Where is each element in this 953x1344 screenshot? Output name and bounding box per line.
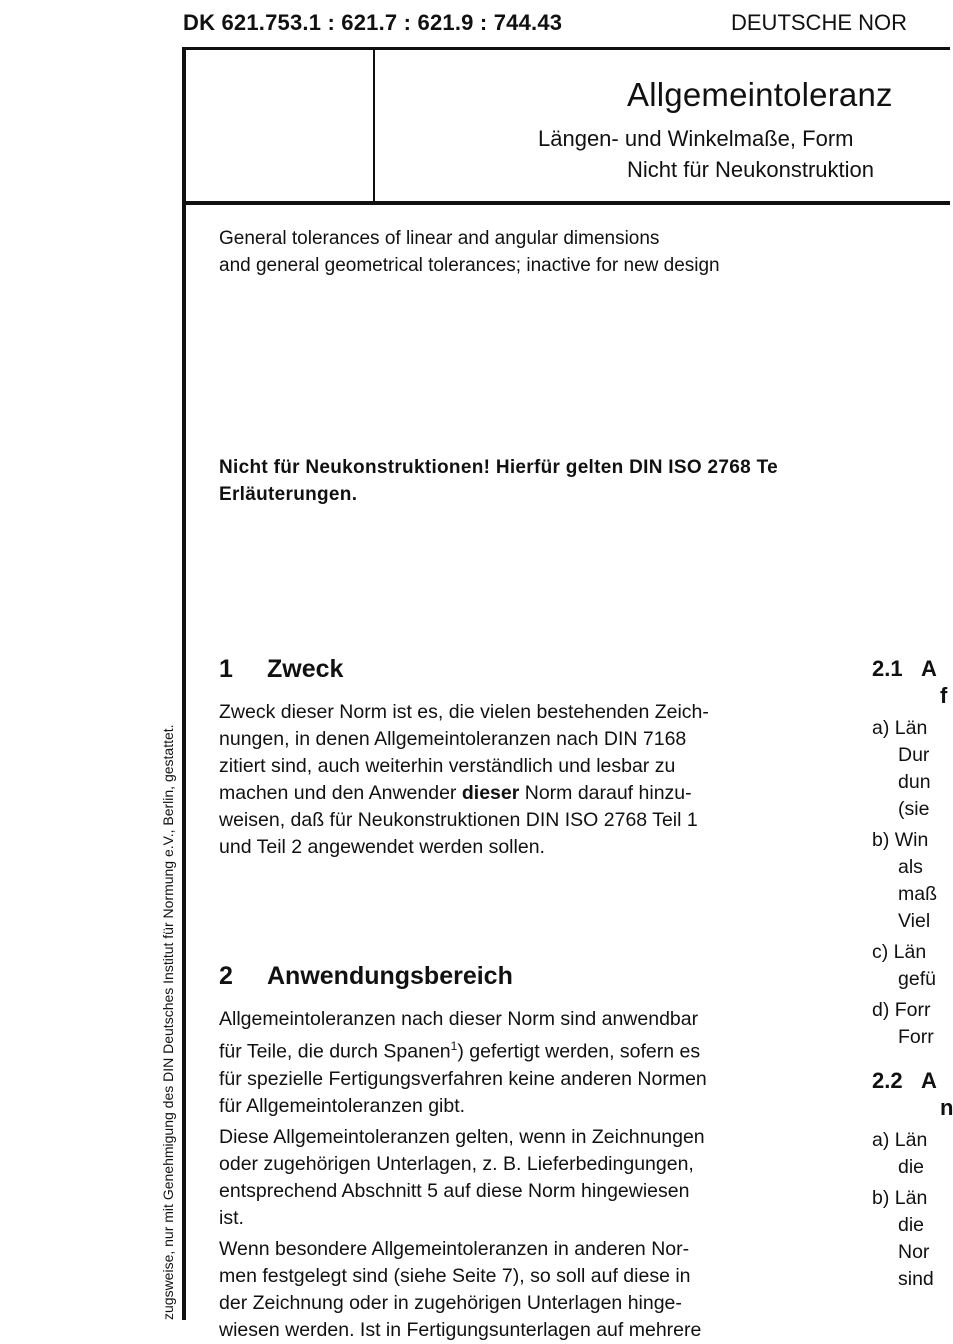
paragraph-line: und Teil 2 angewendet werden sollen. [219,836,545,858]
right-column [872,655,953,1293]
section-heading [219,655,839,684]
list-item: c) Län [872,941,927,963]
dk-classification: DK 621.753.1 : 621.7 : 621.9 : 744.43 [183,10,563,35]
paragraph-line: Diese Allgemeintoleranzen gelten, wenn in Zeichnungen [219,1125,705,1148]
notice-line: Erläuterungen. [219,484,358,505]
paragraph-line: Allgemeintoleranzen nach dieser Norm sind anwendbar [219,1008,699,1030]
list-item-cont: die [898,1214,925,1236]
notice-line: Nicht für Neukonstruktionen! Hierfür gelten DIN ISO 2768 Te [219,457,778,478]
section-title: Zweck [267,655,344,683]
header-divider [373,47,375,203]
list-item-cont: Dur [898,744,930,766]
paragraph-line: wiesen werden. Ist in Fertigungsunterlagen auf mehrere [219,1318,702,1341]
left-margin-rule [182,47,186,1320]
list-item-cont: Forr [898,1026,934,1048]
document-title: Allgemeintoleranz [627,76,893,113]
list-item-cont: die [898,1156,925,1178]
list-item: b) Län [872,1187,928,1209]
english-title [219,225,720,279]
document-subtitle-note: Nicht für Neukonstruktion [627,157,874,182]
section-number: 1 [219,655,233,683]
paragraph-line: für Allgemeintoleranzen gibt. [219,1094,466,1117]
section-zweck-body [219,699,839,861]
copyright-sidebar: zugsweise, nur mit Genehmigung des DIN Deutsches Institut für Normung e.V., Berlin, gestattet. [160,724,176,1320]
list-item-cont: als [898,856,923,878]
list-item-cont: Nor [898,1241,930,1263]
paragraph-line: zitiert sind, auch weiterhin verständlich und lesbar zu [219,755,676,777]
section-title: Anwendungsbereich [267,962,513,990]
paragraph-line: oder zugehörigen Unterlagen, z. B. Lieferbedingungen, [219,1152,694,1175]
document-subtitle: Längen- und Winkelmaße, Form [538,126,854,151]
section-number: 2 [219,962,233,990]
header-top-rule [182,47,950,50]
footnote-marker: 1 [450,1039,458,1053]
paragraph-line: weisen, daß für Neukonstruktionen DIN ISO 2768 Teil 1 [219,809,698,831]
section-anwendungsbereich-body [219,1006,839,1344]
emphasis-text: dieser [461,782,520,804]
subsection-heading: 2.2 A [872,1068,937,1093]
list-item-cont: (sie [898,798,930,820]
paragraph-line: men festgelegt sind (siehe Seite 7), so soll auf diese in [219,1264,691,1287]
paragraph-line: nungen, in denen Allgemeintoleranzen nach DIN 7168 [219,728,687,750]
deutsche-norm-label: DEUTSCHE NOR [731,10,908,35]
list-item-cont: gefü [898,968,936,990]
paragraph-line: für Teile, die durch Spanen$^1$) gefertigt werden, sofern es [219,1039,701,1063]
subsection-heading-cont: n [940,1095,953,1120]
header-bottom-rule [182,201,950,205]
english-title-line: and general geometrical tolerances; inactive for new design [219,255,720,276]
paragraph-line: entsprechend Abschnitt 5 auf diese Norm hingewiesen [219,1179,690,1202]
inactive-notice [219,454,778,508]
list-item-cont: maß [898,883,937,905]
section-heading [219,962,839,991]
english-title-line: General tolerances of linear and angular dimensions [219,228,660,249]
paragraph-line: Wenn besondere Allgemeintoleranzen in anderen Nor- [219,1237,690,1260]
paragraph-line: ist. [219,1206,244,1229]
subsection-heading: 2.1 A [872,656,937,681]
list-item: b) Win [872,829,929,851]
section-zweck [219,655,839,684]
paragraph-line: machen und den Anwender dieser Norm darauf hinzu- [219,782,692,804]
paragraph-line: für spezielle Fertigungsverfahren keine anderen Normen [219,1067,707,1090]
section-anwendungsbereich [219,962,839,991]
paragraph-line: Zweck dieser Norm ist es, die vielen bestehenden Zeich- [219,701,709,723]
list-item-cont: dun [898,771,931,793]
list-item: a) Län [872,1129,928,1151]
list-item: d) Forr [872,999,931,1021]
paragraph-line: der Zeichnung oder in zugehörigen Unterlagen hinge- [219,1291,682,1314]
subsection-heading-cont: f [940,683,948,708]
list-item-cont: Viel [898,910,931,932]
list-item: a) Län [872,717,928,739]
list-item-cont: sind [898,1268,934,1290]
